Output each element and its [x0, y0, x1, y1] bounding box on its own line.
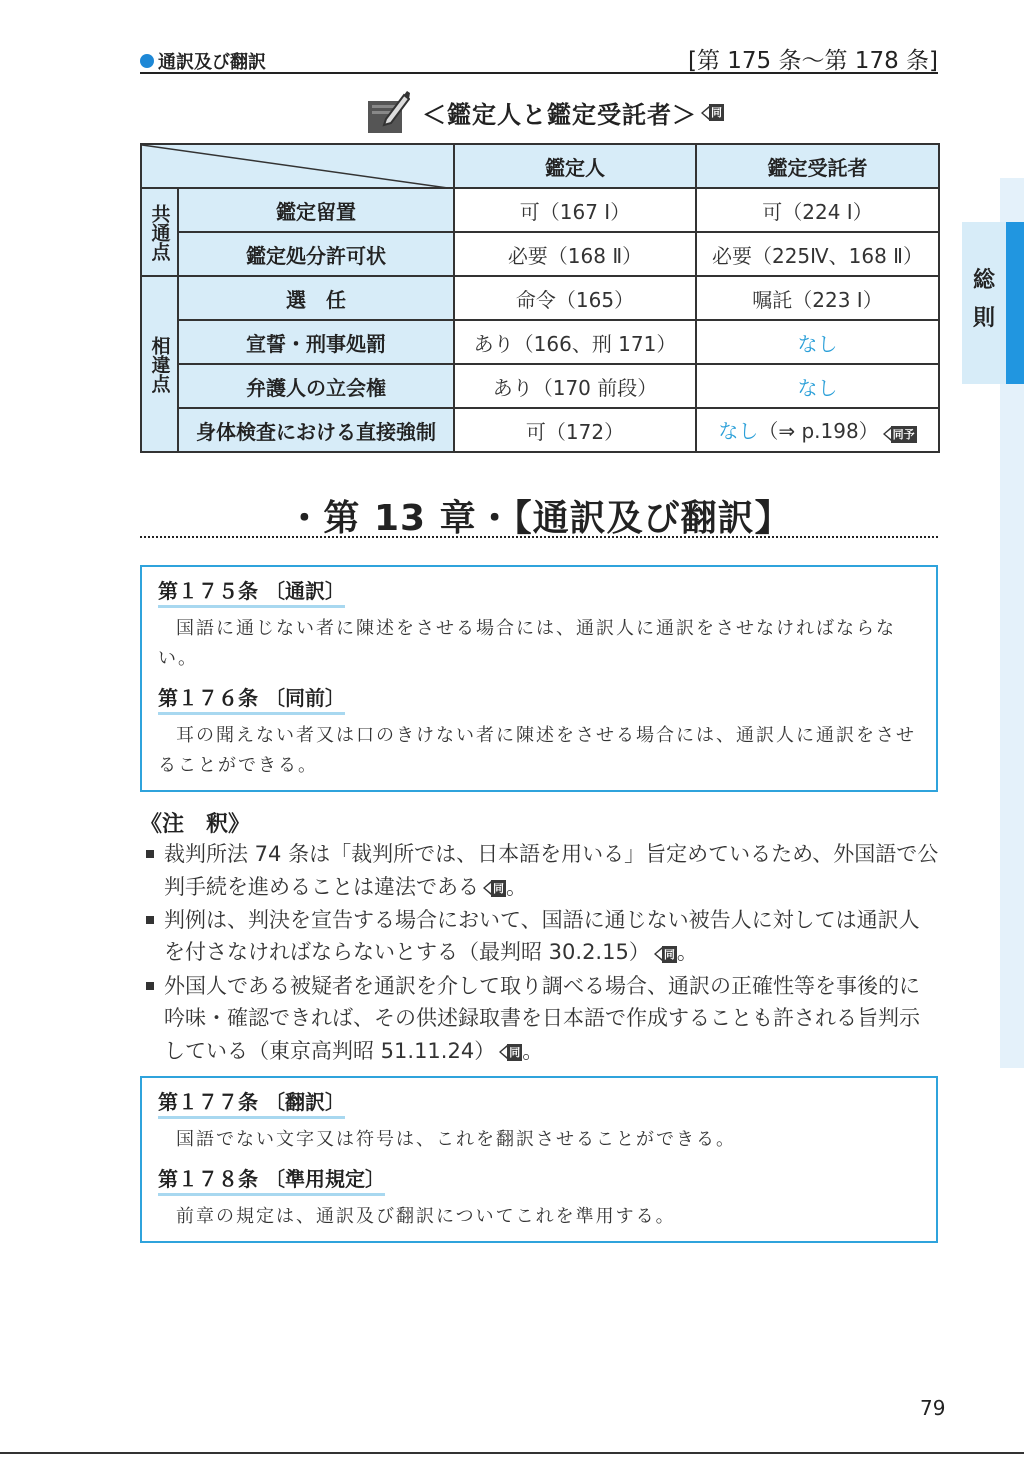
table-row — [141, 188, 939, 232]
cell-value-blue: なし — [718, 419, 759, 444]
side-index-tab-edge — [1006, 222, 1024, 384]
article-body: 国語に通じない者に陳述をさせる場合には、通訳人に通訳をさせなければならない。 — [158, 618, 896, 669]
chapter-heading: ・第 13 章・【通訳及び翻訳】 — [286, 498, 792, 539]
notes-list — [140, 838, 940, 1068]
article — [158, 1163, 920, 1232]
table-header-row — [141, 144, 939, 188]
article-title: 第１７５条 〔通訳〕 — [158, 575, 345, 608]
article — [158, 575, 920, 674]
table-cell: 必要（225Ⅳ、168 Ⅱ） — [696, 232, 939, 276]
notes-title: 《注 釈》 — [140, 812, 251, 837]
table-cell: 可（167 Ⅰ） — [454, 188, 696, 232]
same-mark-icon: 同 — [699, 102, 724, 122]
bottom-rule — [0, 1452, 1024, 1454]
note-end: 。 — [506, 874, 527, 899]
note-end: 。 — [676, 940, 698, 965]
row-header: 鑑定留置 — [178, 188, 454, 232]
table-cell: 命令（165） — [454, 276, 696, 320]
note-item — [140, 970, 940, 1068]
note-end: 。 — [522, 1038, 544, 1063]
same-mark-icon: 同 — [481, 871, 506, 904]
table-title — [366, 88, 724, 136]
same-prediction-mark-icon: 同予 — [881, 421, 917, 445]
comparison-table — [140, 143, 940, 453]
note-text: 裁判所法 74 条は「裁判所では、日本語を用いる」旨定めているため、外国語で公判手続を進めることは違法である — [164, 842, 939, 899]
article-box — [140, 1076, 938, 1243]
column-header: 鑑定受託者 — [696, 144, 939, 188]
table-cell: なし — [696, 364, 939, 408]
article-body: 前章の規定は、通訳及び翻訳についてこれを準用する。 — [176, 1206, 676, 1227]
note-text: 外国人である被疑者を通訳を介して取り調べる場合、通訳の正確性等を事後的に吟味・確認できれば、その供述録取書を日本語で作成することも許される旨判示している（東京高判昭 51.11.24） — [164, 973, 920, 1063]
side-index-tab-label: 総則 — [972, 268, 995, 331]
running-header-left: 通訳及び翻訳 — [158, 52, 266, 73]
article — [158, 682, 920, 781]
square-bullet-icon — [146, 850, 154, 858]
table-cell: 必要（168 Ⅱ） — [454, 232, 696, 276]
article — [158, 1086, 920, 1155]
square-bullet-icon — [146, 916, 154, 924]
same-mark-icon: 同 — [652, 937, 677, 970]
row-header: 弁護人の立会権 — [178, 364, 454, 408]
table-cell — [696, 408, 939, 452]
chapter-divider — [140, 536, 938, 538]
column-header: 鑑定人 — [454, 144, 696, 188]
article-title: 第１７８条 〔準用規定〕 — [158, 1163, 385, 1196]
running-header — [140, 40, 938, 74]
running-header-article-range: [第 175 条〜第 178 条] — [688, 48, 938, 74]
page-number: 79 — [920, 1396, 946, 1420]
group-label: 相違点 — [141, 276, 178, 452]
square-bullet-icon — [146, 982, 154, 990]
row-header: 身体検査における直接強制 — [178, 408, 454, 452]
table-cell: 可（172） — [454, 408, 696, 452]
note-item — [140, 904, 940, 970]
table-cell: あり（166、刑 171） — [454, 320, 696, 364]
running-header-section — [140, 48, 266, 74]
table-row — [141, 320, 939, 364]
diagonal-line — [142, 145, 455, 189]
group-label: 共通点 — [141, 188, 178, 276]
table-row — [141, 276, 939, 320]
table-cell: あり（170 前段） — [454, 364, 696, 408]
article-box — [140, 565, 938, 792]
bullet-icon — [140, 54, 154, 68]
table-corner-cell — [141, 144, 454, 188]
table-row — [141, 408, 939, 452]
article-title: 第１７６条 〔同前〕 — [158, 682, 345, 715]
table-cell: なし — [696, 320, 939, 364]
cell-reference: （⇒ p.198） — [758, 419, 879, 444]
table-cell: 可（224 Ⅰ） — [696, 188, 939, 232]
table-title-text: ＜鑑定人と鑑定受託者＞ — [422, 100, 697, 129]
article-body: 国語でない文字又は符号は、これを翻訳させることができる。 — [176, 1129, 736, 1150]
note-text: 判例は、判決を宣告する場合において、国語に通じない被告人に対しては通訳人を付さなければならないとする（最判昭 30.2.15） — [164, 907, 920, 965]
row-header: 宣誓・刑事処罰 — [178, 320, 454, 364]
article-title: 第１７７条 〔翻訳〕 — [158, 1086, 345, 1119]
table-row — [141, 364, 939, 408]
same-mark-icon: 同 — [497, 1035, 522, 1068]
row-header: 鑑定処分許可状 — [178, 232, 454, 276]
article-body: 耳の聞えない者又は口のきけない者に陳述をさせる場合には、通訳人に通訳をさせることができる。 — [158, 725, 916, 776]
note-item — [140, 838, 940, 904]
table-cell: 嘱託（223 Ⅰ） — [696, 276, 939, 320]
table-row — [141, 232, 939, 276]
pencil-note-icon — [366, 89, 410, 135]
row-header: 選 任 — [178, 276, 454, 320]
